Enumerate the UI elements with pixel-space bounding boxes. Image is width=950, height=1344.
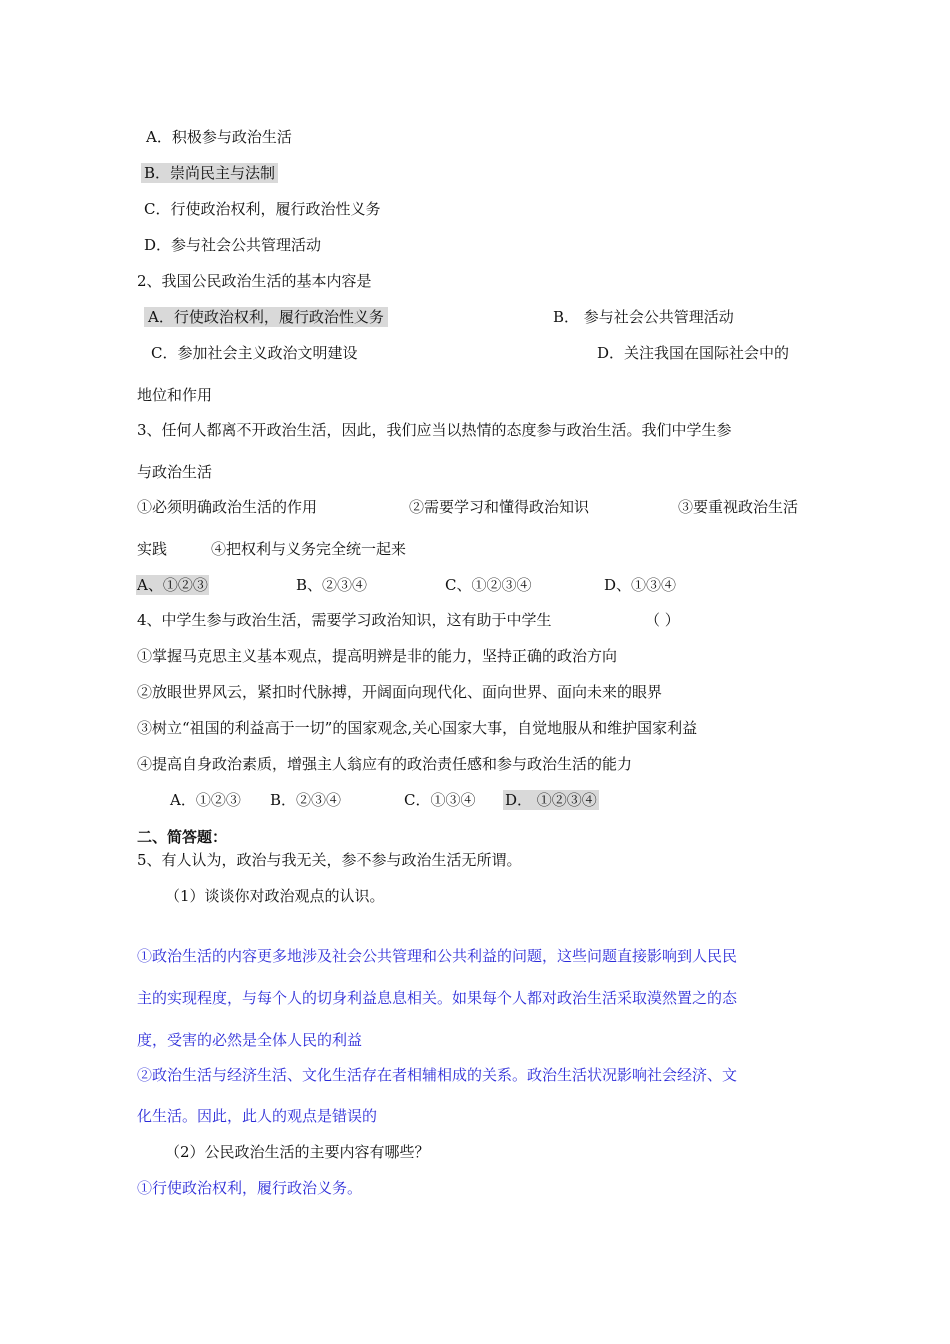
q4-answer-paren: （ ） [645,611,680,629]
q2-option-d-continued: 地位和作用 [137,386,213,404]
q2-option-b: B． 参与社会公共管理活动 [553,308,734,326]
q4-option-b: B．②③④ [270,791,342,809]
q1-option-b-answer: B．崇尚民主与法制 [141,163,278,183]
q5-sub-question-2: （2）公民政治生活的主要内容有哪些？ [165,1143,430,1161]
q3-stem-line2: 与政治生活 [137,463,213,481]
q4-item-1: ①掌握马克思主义基本观点，提高明辨是非的能力，坚持正确的政治方向 [137,647,618,665]
q4-item-3: ③树立“祖国的利益高于一切”的国家观念,关心国家大事，自觉地服从和维护国家利益 [137,719,698,737]
q2-option-c: C．参加社会主义政治文明建设 [151,344,358,362]
q1-option-d: D．参与社会公共管理活动 [144,236,322,254]
q3-item-3-continued: 实践 [137,540,168,558]
q2-option-d: D．关注我国在国际社会中的 [597,344,790,362]
q5-sub-question-1: （1）谈谈你对政治观点的认识。 [165,887,385,905]
q3-stem-line1: 3、任何人都离不开政治生活，因此，我们应当以热情的态度参与政治生活。我们中学生参 [137,421,732,439]
answer-2-line1: ②政治生活与经济生活、文化生活存在者相辅相成的关系。政治生活状况影响社会经济、文 [137,1066,738,1084]
q3-option-d: D、①③④ [604,576,677,594]
q3-option-c: C、①②③④ [445,576,532,594]
q3-option-b: B、②③④ [296,576,368,594]
q4-option-d-answer: D． ①②③④ [505,791,597,809]
q4-stem: 4、中学生参与政治生活，需要学习政治知识，这有助于中学生 [137,611,552,629]
answer-1-line1: ①政治生活的内容更多地涉及社会公共管理和公共利益的问题，这些问题直接影响到人民民 [137,947,738,965]
q1-option-a: A．积极参与政治生活 [146,128,292,146]
q3-item-4: ④把权利与义务完全统一起来 [211,540,407,558]
q4-item-4: ④提高自身政治素质，增强主人翁应有的政治责任感和参与政治生活的能力 [137,755,633,773]
answer-1-line3: 度，受害的必然是全体人民的利益 [137,1031,363,1049]
answer-2-line2: 化生活。因此，此人的观点是错误的 [137,1107,378,1125]
q4-option-a: A．①②③ [170,791,241,809]
q4-option-c: C．①③④ [404,791,476,809]
q3-item-3: ③要重视政治生活 [678,498,799,516]
q5-stem: 5、有人认为，政治与我无关，参不参与政治生活无所谓。 [137,851,522,869]
q4-item-2: ②放眼世界风云，紧扣时代脉搏，开阔面向现代化、面向世界、面向未来的眼界 [137,683,663,701]
q2-option-a-answer: A．行使政治权利，履行政治性义务 [144,307,388,327]
q3-option-a-answer: A、①②③ [137,576,208,594]
answer-1-line2: 主的实现程度，与每个人的切身利益息息相关。如果每个人都对政治生活采取漠然置之的态 [137,989,738,1007]
q2-stem: 2、我国公民政治生活的基本内容是 [137,272,372,290]
q3-item-1: ①必须明确政治生活的作用 [137,498,318,516]
answer-3: ①行使政治权利，履行政治义务。 [137,1179,363,1197]
q1-option-c: C．行使政治权利，履行政治性义务 [144,200,381,218]
section-heading: 二、简答题： [137,828,228,846]
q3-item-2: ②需要学习和懂得政治知识 [409,498,590,516]
